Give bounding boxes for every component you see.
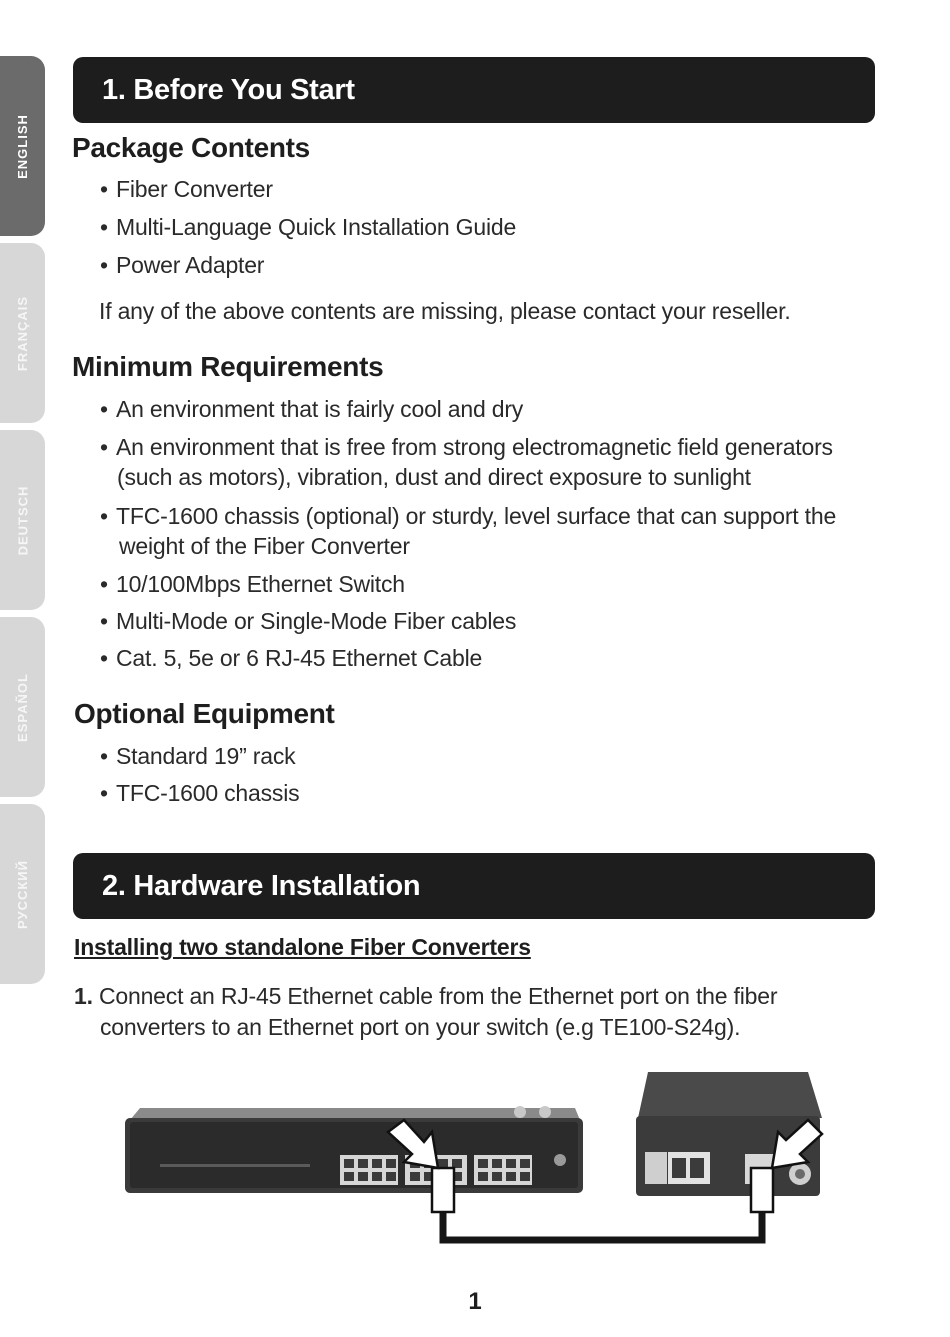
tab-russian[interactable]: РУССКИЙ <box>0 804 45 984</box>
list-item: • Multi-Mode or Single-Mode Fiber cables <box>100 608 517 634</box>
installation-subheading: Installing two standalone Fiber Converters <box>74 934 531 960</box>
step-1-line-1: 1. Connect an RJ-45 Ethernet cable from the Ethernet port on the fiber <box>74 983 778 1009</box>
tab-deutsch[interactable]: DEUTSCH <box>0 430 45 610</box>
list-item-continuation: (such as motors), vibration, dust and direct exposure to sunlight <box>117 464 751 490</box>
list-item: • TFC-1600 chassis <box>100 780 300 806</box>
tab-francais[interactable]: FRANÇAIS <box>0 243 45 423</box>
connection-diagram <box>0 1060 950 1280</box>
ethernet-cable <box>443 1210 762 1240</box>
list-item-continuation: weight of the Fiber Converter <box>119 533 410 559</box>
tab-english[interactable]: ENGLISH <box>0 56 45 236</box>
list-item: • An environment that is fairly cool and dry <box>100 396 524 422</box>
optional-equipment-heading: Optional Equipment <box>74 698 335 729</box>
minimum-requirements-heading: Minimum Requirements <box>72 351 384 382</box>
tab-espanol[interactable]: ESPAÑOL <box>0 617 45 797</box>
list-item: • An environment that is free from strong electromagnetic field generators <box>100 434 833 460</box>
step-1-line-2: converters to an Ethernet port on your switch (e.g TE100-S24g). <box>100 1014 741 1040</box>
rj45-connector-right <box>751 1168 773 1212</box>
list-item: • TFC-1600 chassis (optional) or sturdy, level surface that can support the <box>100 503 837 529</box>
list-item: • Standard 19” rack <box>100 743 296 769</box>
ethernet-switch-image <box>125 1106 583 1193</box>
list-item: • Cat. 5, 5e or 6 RJ-45 Ethernet Cable <box>100 645 483 671</box>
list-item: • Fiber Converter <box>100 176 273 202</box>
list-item: • 10/100Mbps Ethernet Switch <box>100 571 405 597</box>
list-item: • Power Adapter <box>100 252 265 278</box>
page-number: 1 <box>468 1288 482 1315</box>
section-1-header: 1. Before You Start <box>73 57 875 123</box>
list-item: • Multi-Language Quick Installation Guide <box>100 214 517 240</box>
missing-contents-note: If any of the above contents are missing, please contact your reseller. <box>99 298 791 324</box>
section-2-header: 2. Hardware Installation <box>73 853 875 919</box>
step-number: 1. <box>74 983 93 1009</box>
package-contents-heading: Package Contents <box>72 132 310 163</box>
rj45-connector-left <box>432 1168 454 1212</box>
